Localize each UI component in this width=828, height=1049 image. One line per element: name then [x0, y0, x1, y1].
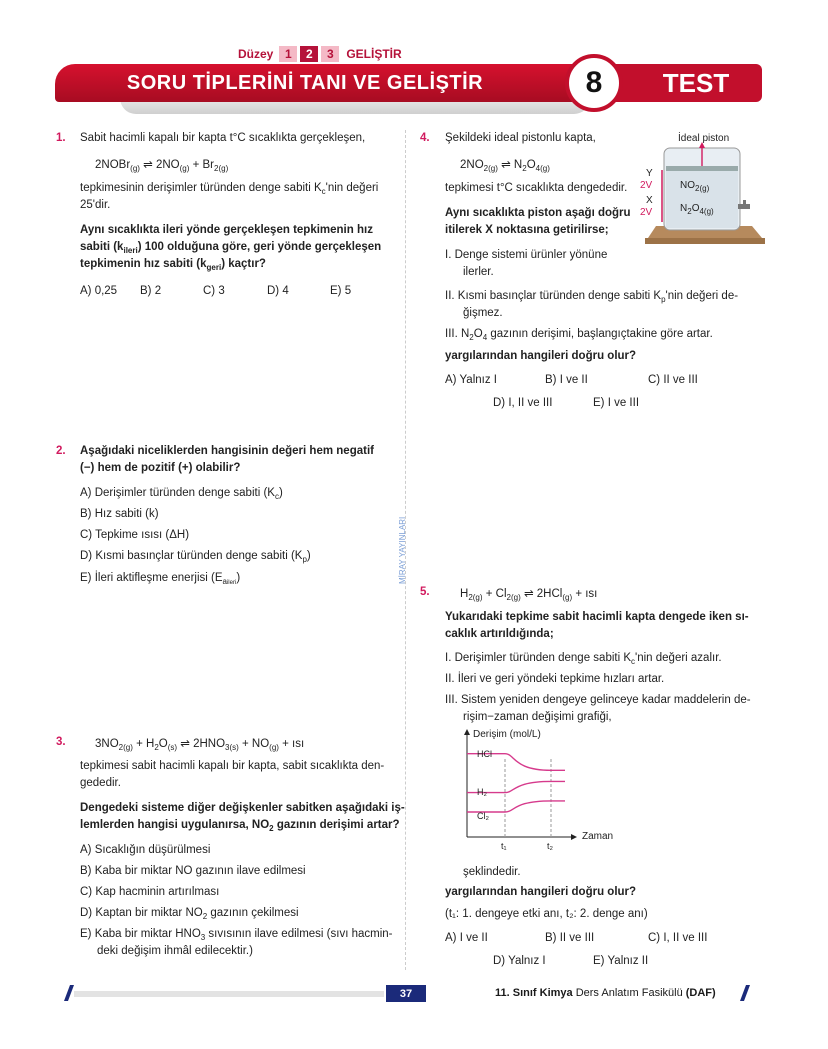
- q3-bold-2: lemlerden hangisi uygulanırsa, $NO_2$ gazının derişimi artar?: [80, 819, 400, 833]
- test-number: 8: [565, 54, 623, 112]
- tick-t2: t₂: [547, 841, 553, 851]
- q3-text-1: tepkimesi sabit hacimli kapalı bir kapta, sabit sıcaklıkta den-: [80, 760, 385, 772]
- q5-after: şeklindedir.: [463, 866, 521, 878]
- legend-cl2: Cl₂: [477, 811, 489, 821]
- q5-bold-2: caklık artırıldığında;: [445, 628, 554, 640]
- q4-text-1: tepkimesi t°C sıcaklıkta dengededir.: [445, 182, 628, 194]
- gas-region: [666, 170, 738, 228]
- q2-option-c[interactable]: C) Tepkime ısısı (ΔH): [80, 529, 190, 541]
- q4-bold-1: Aynı sıcaklıkta piston aşağı doğru: [445, 207, 631, 219]
- legend-hcl: HCl: [477, 749, 492, 759]
- publisher-side-label: MİRAY YAYINLARI: [398, 516, 407, 584]
- difficulty-level: [238, 45, 402, 63]
- piston-label: İdeal piston: [678, 133, 730, 144]
- chart-xlabel: Zaman: [582, 831, 614, 842]
- q1-equation: 2NOBr$_{(g)}$ ⇌ $2NO_{(g)} + Br_{2(g)}$: [95, 159, 229, 173]
- chart-ylabel: Derişim (mol/L): [473, 729, 541, 740]
- q4-option-e[interactable]: E) I ve III: [593, 397, 640, 409]
- question-number: 2.: [56, 445, 66, 457]
- q1-text-2: 25'dir.: [80, 199, 111, 211]
- valve-handle: [743, 200, 746, 204]
- q5-option-d[interactable]: D) Yalnız I: [493, 955, 546, 967]
- level-end: GELİŞTİR: [346, 47, 402, 61]
- q1-option-b[interactable]: B) 2: [140, 285, 162, 297]
- valve: [738, 204, 750, 209]
- q4-item-2a: II. Kısmi basınçlar türünden denge sabiti $K_p'nin$ değeri de-: [445, 290, 739, 304]
- y-axis-arrow: [464, 729, 470, 735]
- q5-question: yargılarından hangileri doğru olur?: [445, 886, 637, 898]
- q5-equation: $H_{2(g)} + Cl_{2(g)}$ ⇌ 2HCl$_{(g)}$ + ısı: [460, 588, 598, 602]
- q4-item-1b: ilerler.: [463, 266, 494, 278]
- q5-bold-1: Yukarıdaki tepkime sabit hacimli kapta dengede iken sı-: [445, 611, 749, 623]
- table-edge: [645, 238, 765, 244]
- x-axis-arrow: [571, 834, 577, 840]
- q5-option-a[interactable]: A) I ve II: [445, 932, 488, 944]
- q5-item-3b: rişim−zaman değişimi grafiği,: [463, 711, 612, 723]
- q2-bold-2: (−) hem de pozitif (+) olabilir?: [80, 462, 241, 474]
- q1-option-d[interactable]: D) 4: [267, 285, 289, 297]
- q2-option-d[interactable]: D) Kısmi basınçlar türünden denge sabiti $(K_p)$: [80, 550, 311, 564]
- piston: [666, 166, 738, 171]
- q4-option-c[interactable]: C) II ve III: [648, 374, 698, 386]
- q2-bold-1: Aşağıdaki niceliklerden hangisinin değeri hem negatif: [80, 445, 374, 457]
- question-number: 1.: [56, 132, 66, 144]
- gas-1: $NO_{2(g)}$: [680, 180, 710, 193]
- gas-2: $N_2O_{4(g)}$: [680, 203, 714, 216]
- q1-bold-3: tepkimenin hız sabiti $(k_{geri})$ kaçtır?: [80, 258, 266, 272]
- q1-bold-2: sabiti $(k_{ileri})$ 100 olduğuna göre, geri yönde gerçekleşen: [80, 241, 382, 255]
- volume-1: 2V: [640, 180, 653, 191]
- q4-intro: Şekildeki ideal pistonlu kapta,: [445, 132, 596, 144]
- tick-t1: t₁: [501, 841, 507, 851]
- footer-slash-right: [740, 985, 750, 1001]
- q3-bold-1: Dengedeki sisteme diğer değişkenler sabitken aşağıdaki iş-: [80, 802, 405, 814]
- q1-option-c[interactable]: C) 3: [203, 285, 225, 297]
- q2-option-a[interactable]: A) Derişimler türünden denge sabiti $(K_c)$: [80, 487, 283, 501]
- q3-option-c[interactable]: C) Kap hacminin artırılması: [80, 886, 220, 898]
- q4-equation: $2NO_{2(g)}$ ⇌ $N_2O_{4(g)}$: [460, 159, 550, 173]
- legend-h2: H₂: [477, 787, 487, 797]
- page-number: 37: [386, 985, 426, 1002]
- q3-equation: $3NO_{2(g)} + H_2O_{(s)}$ ⇌ $2HNO_{3(s)} + NO_{(g)}$ + ısı: [95, 738, 305, 752]
- page-title: SORU TİPLERİNİ TANI VE GELİŞTİR: [126, 72, 484, 94]
- q4-option-b[interactable]: B) I ve II: [545, 374, 588, 386]
- question-number: 4.: [420, 132, 430, 144]
- level-3: 3: [321, 46, 339, 62]
- q3-option-d[interactable]: D) Kaptan bir miktar $NO_2$ gazının çekilmesi: [80, 907, 299, 921]
- q4-item-1a: I. Denge sistemi ürünler yönüne: [445, 249, 608, 261]
- q4-option-d[interactable]: D) I, II ve III: [493, 397, 553, 409]
- q1-text-1: tepkimesinin derişimler türünden denge sabiti $K_c'nin$ değeri: [80, 182, 379, 196]
- q1-intro: Sabit hacimli kapalı bir kapta t°C sıcaklıkta gerçekleşen,: [80, 132, 366, 144]
- question-number: 5.: [420, 586, 430, 598]
- q3-text-2: gededir.: [80, 777, 121, 789]
- q3-option-e-cont: deki değişim ihmâl edilecektir.): [97, 945, 253, 957]
- footer-stripe: [74, 991, 384, 997]
- q5-item-1: I. Derişimler türünden denge sabiti $K_c'nin$ değeri azalır.: [445, 652, 722, 666]
- footer-slash-left: [64, 985, 74, 1001]
- concentration-chart: [455, 727, 630, 857]
- volume-2: 2V: [640, 207, 653, 218]
- level-label: Düzey: [238, 47, 274, 61]
- q5-note: (t₁: 1. dengeye etki anı, t₂: 2. denge anı): [445, 908, 648, 920]
- q1-option-e[interactable]: E) 5: [330, 285, 352, 297]
- q2-option-e[interactable]: E) İleri aktifleşme enerjisi $(E_{aileri})$: [80, 572, 241, 586]
- q3-option-a[interactable]: A) Sıcaklığın düşürülmesi: [80, 844, 211, 856]
- q5-option-e[interactable]: E) Yalnız II: [593, 955, 649, 967]
- q5-option-c[interactable]: C) I, II ve III: [648, 932, 708, 944]
- q4-item-2b: ğişmez.: [463, 307, 503, 319]
- q5-item-3a: III. Sistem yeniden dengeye gelinceye kadar maddelerin de-: [445, 694, 751, 706]
- q4-item-3: III. $N_2O_4$ gazının derişimi, başlangıçtakine göre artar.: [445, 328, 713, 342]
- q1-bold-1: Aynı sıcaklıkta ileri yönde gerçekleşen tepkimenin hız: [80, 224, 373, 236]
- point-y: Y: [646, 168, 653, 179]
- level-1: 1: [279, 46, 297, 62]
- q2-option-b[interactable]: B) Hız sabiti (k): [80, 508, 159, 520]
- q1-option-a[interactable]: A) 0,25: [80, 285, 118, 297]
- q4-question: yargılarından hangileri doğru olur?: [445, 350, 637, 362]
- book-title: 11. Sınıf Kimya Ders Anlatım Fasikülü (DAF): [495, 987, 716, 999]
- q3-option-e[interactable]: E) Kaba bir miktar $HNO_3$ sıvısının ilave edilmesi (sıvı hacmin-: [80, 928, 393, 942]
- q5-option-b[interactable]: B) II ve III: [545, 932, 595, 944]
- point-x: X: [646, 195, 653, 206]
- test-label: TEST: [662, 68, 730, 98]
- q3-option-b[interactable]: B) Kaba bir miktar NO gazının ilave edilmesi: [80, 865, 306, 877]
- q4-bold-2: itilerek X noktasına getirilirse;: [445, 224, 609, 236]
- q5-item-2: II. İleri ve geri yöndeki tepkime hızları artar.: [445, 673, 665, 685]
- level-2: 2: [300, 46, 318, 62]
- q4-option-a[interactable]: A) Yalnız I: [445, 374, 497, 386]
- question-number: 3.: [56, 736, 66, 748]
- piston-figure: [640, 130, 770, 250]
